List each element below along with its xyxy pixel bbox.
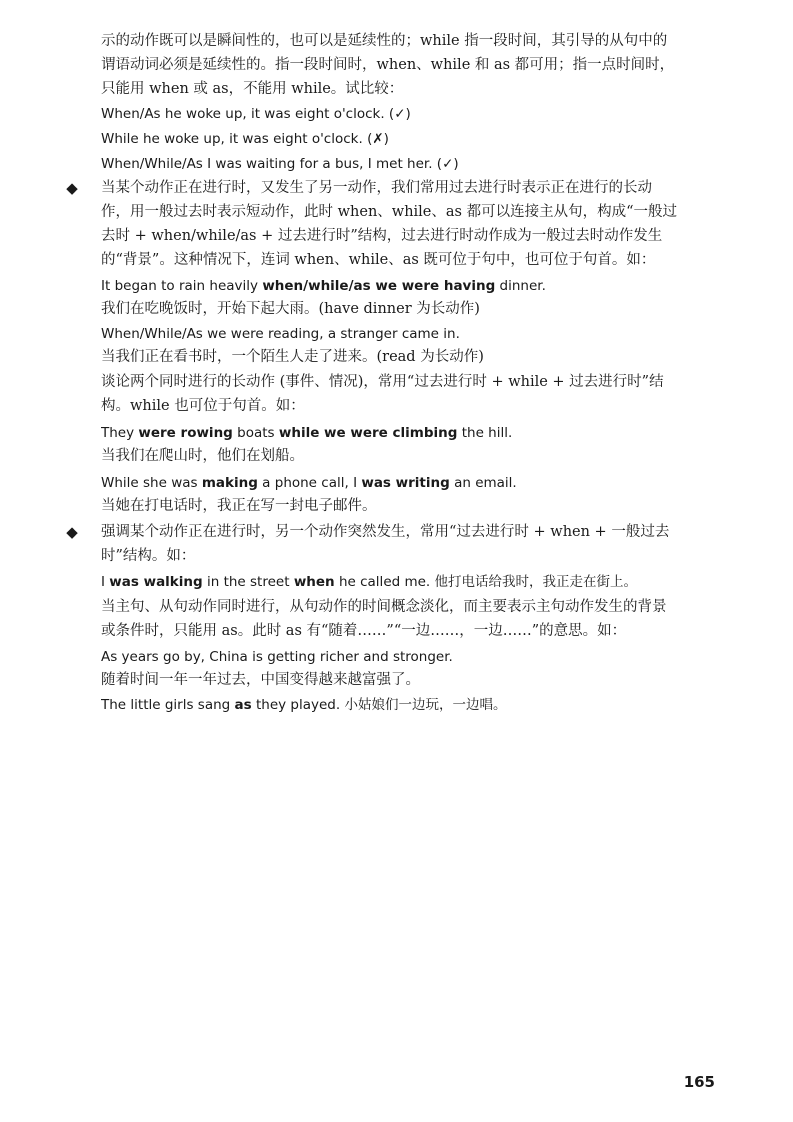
- text-line: 强调某个动作正在进行时，另一个动作突然发生，常用“过去进行时 + when + 一般过去: [101, 524, 670, 540]
- text-line: 谈论两个同时进行的长动作 (事件、情况)，常用“过去进行时 + while + 过去进行时”结: [101, 374, 664, 390]
- text-line: 作，用一般过去时表示短动作，此时 when、while、as 都可以连接主从句，构成“一般过: [101, 204, 677, 220]
- translation-line: 当我们正在看书时，一个陌生人走了进来。(read 为长动作): [101, 349, 484, 365]
- text-line: 示的动作既可以是瞬间性的，也可以是延续性的；while 指一段时间，其引导的从句中的: [101, 33, 668, 49]
- translation-line: 当我们在爬山时，他们在划船。: [101, 448, 304, 464]
- example-sentence: When/While/As I was waiting for a bus, I met her. (✓): [101, 156, 459, 172]
- text-line: 的“背景”。这种情况下，连词 when、while、as 既可位于句中，也可位于句首。如：: [101, 252, 656, 268]
- example-sentence: It began to rain heavily when/while/as we were having dinner.: [101, 278, 546, 294]
- text-line: 时”结构。如：: [101, 548, 196, 564]
- translation-line: 当她在打电话时，我正在写一封电子邮件。: [101, 498, 377, 514]
- example-sentence: They were rowing boats while we were climbing the hill.: [101, 425, 513, 441]
- example-sentence: While she was making a phone call, I was writing an email.: [101, 475, 517, 491]
- translation-line: 我们在吃晚饭时，开始下起大雨。(have dinner 为长动作): [101, 301, 480, 317]
- example-sentence: When/While/As we were reading, a stranger came in.: [101, 326, 460, 342]
- example-sentence: When/As he woke up, it was eight o'clock. (✓): [101, 106, 411, 122]
- translation-line: 随着时间一年一年过去，中国变得越来越富强了。: [101, 672, 420, 688]
- example-sentence: The little girls sang as they played. 小姑娘们一边玩，一边唱。: [101, 697, 507, 713]
- text-line: 或条件时，只能用 as。此时 as 有“随着……”“一边……，一边……”的意思。如：: [101, 623, 627, 639]
- diamond-bullet-icon: ◆: [66, 179, 78, 197]
- page-number: 165: [683, 1073, 715, 1091]
- diamond-bullet-icon: ◆: [66, 523, 78, 541]
- example-sentence: While he woke up, it was eight o'clock. (✗): [101, 131, 389, 147]
- text-line: 只能用 when 或 as，不能用 while。试比较：: [101, 81, 404, 97]
- text-line: 谓语动词必须是延续性的。指一段时间时，when、while 和 as 都可用；指一点时间时，: [101, 57, 675, 73]
- example-sentence: As years go by, China is getting richer and stronger.: [101, 649, 453, 665]
- text-line: 当主句、从句动作同时进行，从句动作的时间概念淡化，而主要表示主句动作发生的背景: [101, 599, 667, 615]
- text-line: 去时 + when/while/as + 过去进行时”结构，过去进行时动作成为一般过去时动作发生: [101, 228, 663, 244]
- text-line: 当某个动作正在进行时，又发生了另一动作，我们常用过去进行时表示正在进行的长动: [101, 180, 652, 196]
- example-sentence: I was walking in the street when he called me. 他打电话给我时，我正走在街上。: [101, 574, 638, 590]
- text-line: 构。while 也可位于句首。如：: [101, 398, 305, 414]
